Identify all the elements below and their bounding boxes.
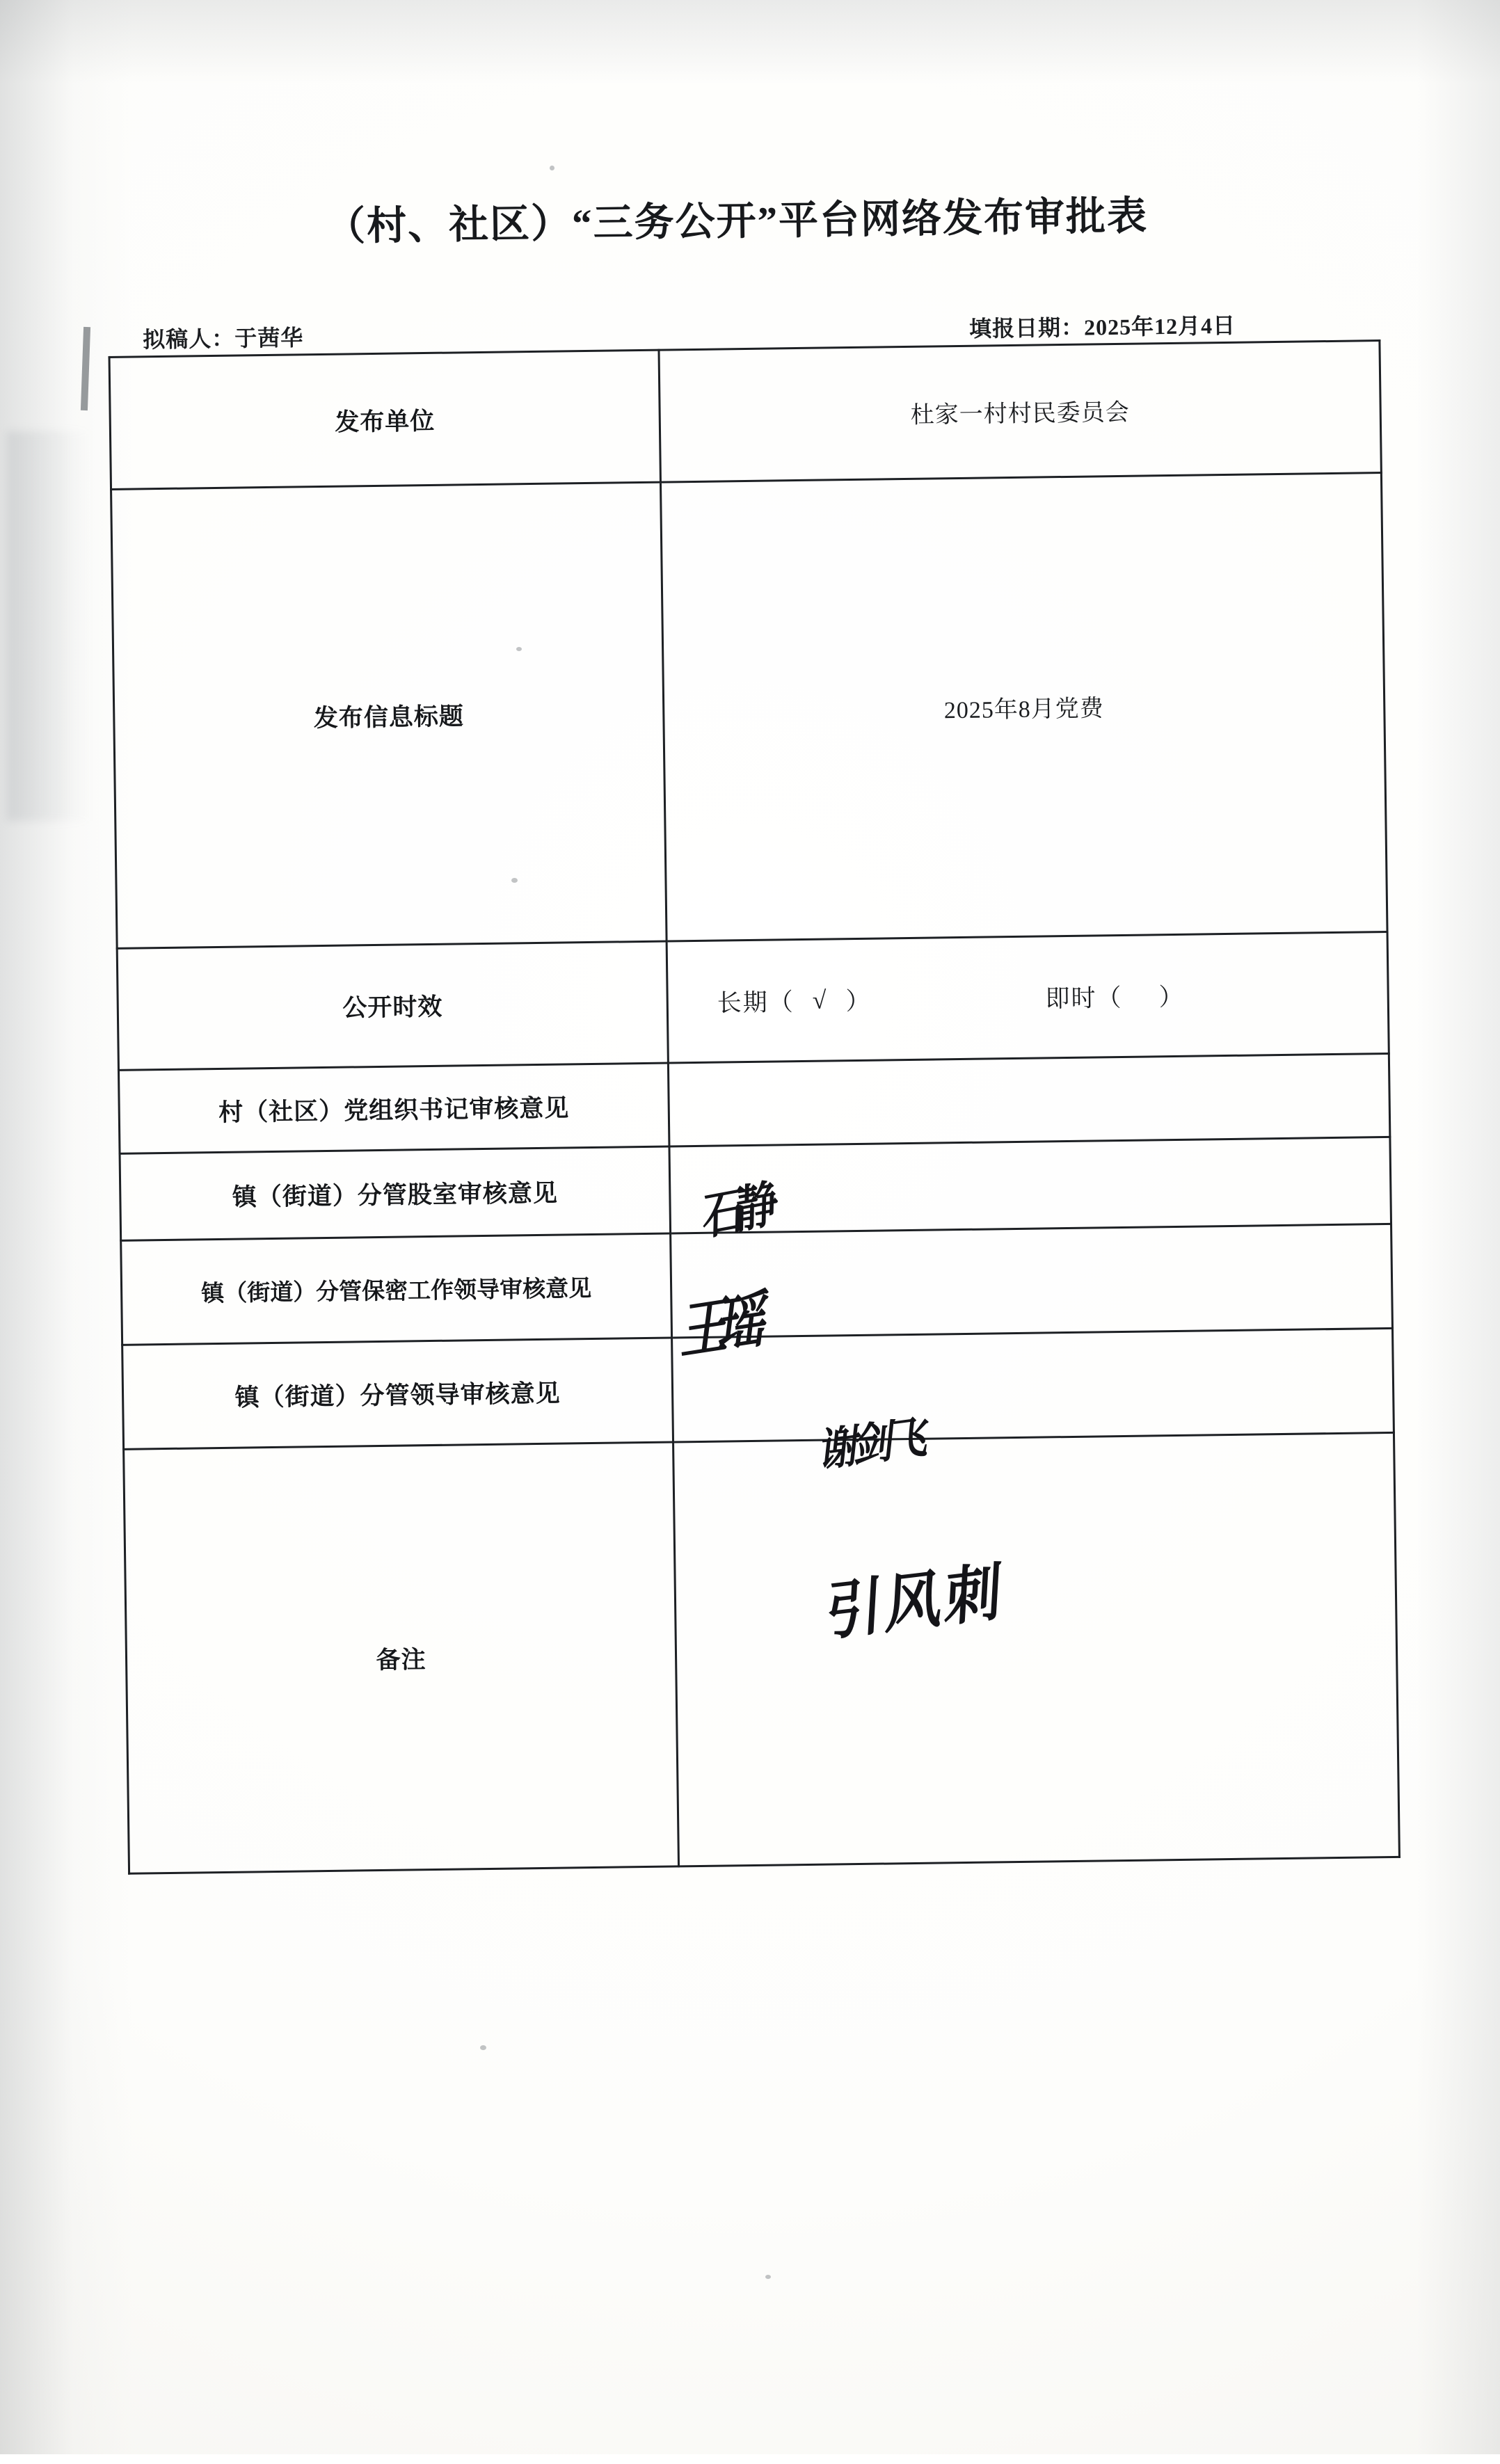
author-line [143,320,304,354]
row-label-info-title: 发布信息标题 [111,482,667,948]
signature-confidentiality-leader: 谢剑飞 [817,1409,927,1478]
option-instant-close: ） [1158,983,1185,1011]
row-label-village-party-secretary: 村（社区）党组织书记审核意见 [118,1063,669,1153]
date-label: 填报日期： [968,314,1085,342]
table-row [118,1053,1389,1153]
row-label-publisher: 发布单位 [109,350,660,489]
row-value-timeliness [667,931,1389,1063]
row-label-remarks: 备注 [124,1442,679,1873]
table-row [120,1137,1391,1240]
row-value-town-leader [672,1328,1394,1442]
option-long-label: 长期（ [717,989,795,1017]
approval-table [109,339,1401,1875]
signature-town-leader: 引风刺 [824,1553,1007,1650]
author-value: 于茜华 [234,325,304,351]
row-value-village-party-secretary [668,1053,1389,1146]
row-label-confidentiality-leader: 镇（街道）分管保密工作领导审核意见 [121,1233,672,1345]
option-instant-label: 即时（ [1045,984,1123,1013]
table-row [117,931,1389,1070]
option-long-close: ） [845,987,872,1016]
date-value: 2025年12月4日 [1083,312,1236,340]
row-value-info-title: 2025年8月党费 [660,473,1387,942]
table-row [122,1328,1394,1449]
page-title: （村、社区）“三务公开”平台网络发布审批表 [325,194,1149,249]
row-label-timeliness: 公开时效 [117,941,668,1070]
date-line [969,308,1236,344]
row-label-town-leader: 镇（街道）分管领导审核意见 [122,1338,673,1449]
option-instant-checkmark[interactable] [1123,995,1159,996]
table-row [121,1224,1393,1345]
row-value-publisher: 杜家一村村民委员会 [659,341,1381,483]
row-value-town-department [669,1137,1391,1233]
author-label: 拟稿人： [142,326,235,353]
timeliness-options [668,975,1387,1020]
signature-town-department: 王瑶 [678,1282,763,1369]
option-long-checkmark[interactable]: √ [812,986,828,1014]
table-row [109,341,1381,490]
row-label-town-department: 镇（街道）分管股室审核意见 [120,1146,671,1240]
option-spacer [872,997,1046,999]
signature-village-party-secretary: 石静 [702,1174,769,1247]
table-row [111,473,1387,949]
row-value-confidentiality-leader [671,1224,1393,1338]
table-row [124,1432,1400,1873]
row-value-remarks [673,1432,1400,1866]
